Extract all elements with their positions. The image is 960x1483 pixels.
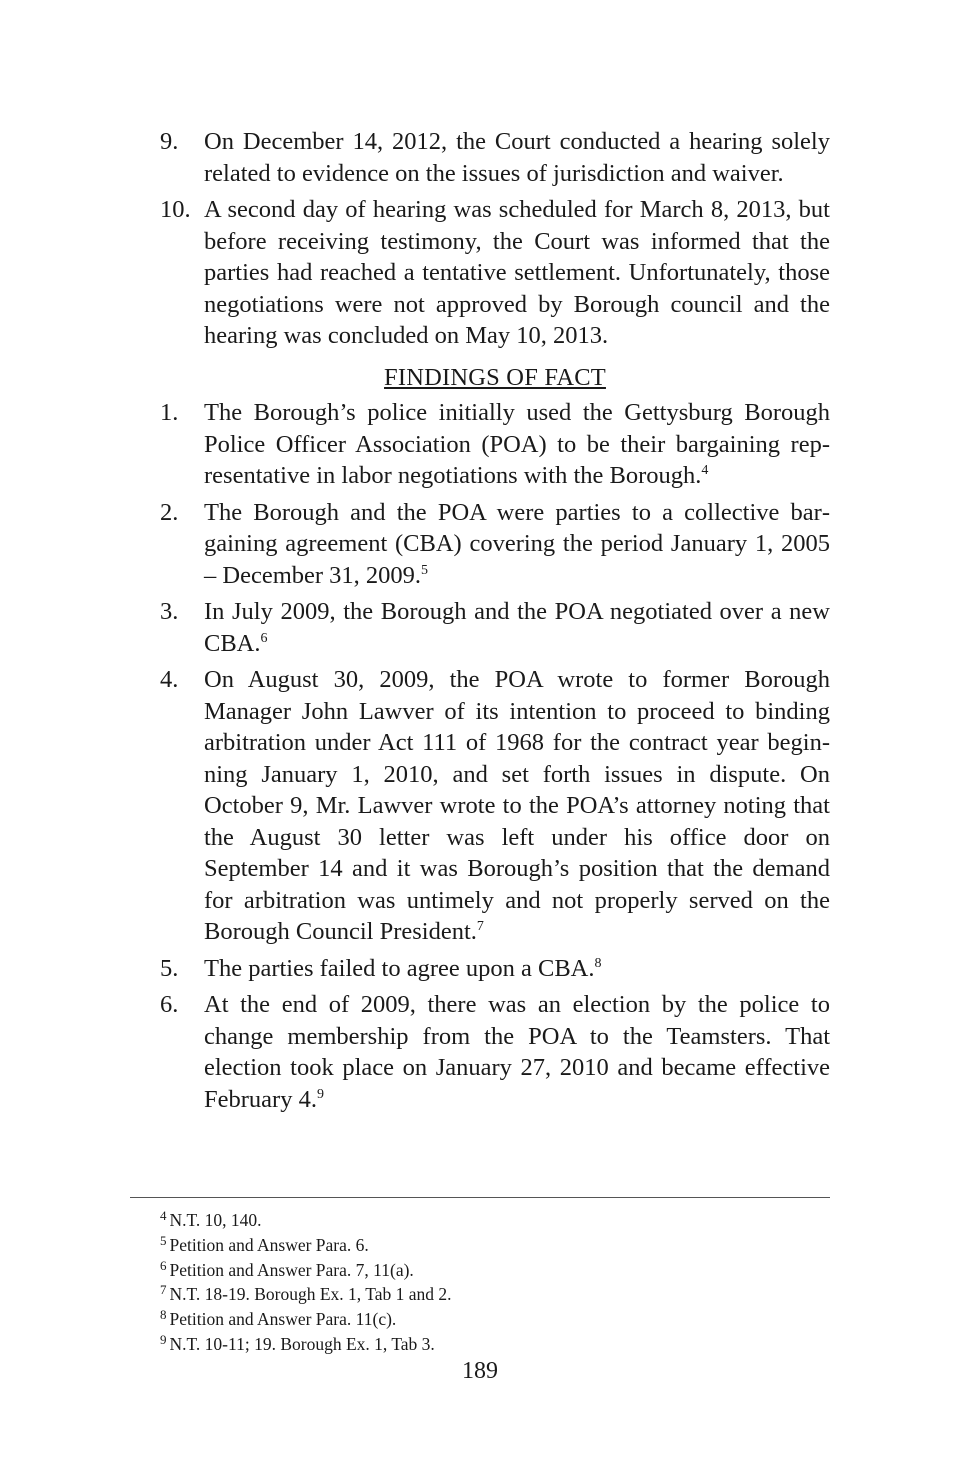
footnote-number: 7 [160,1282,167,1298]
item-text-body: The parties failed to agree upon a CBA. [204,954,595,982]
item-text: A second day of hearing was scheduled for March 8, 2013, but before receiving testimony, the Court was informed that the parties had reached a tentative settlement. Unfortunately, those negotiations were not approved by Borough council and the hearing was concluded on May 10, 2013. [204,196,830,349]
footnote-text: N.T. 10, 140. [169,1210,262,1230]
item-text [204,989,830,1115]
main-text [160,126,830,1120]
item-number: 3. [160,598,179,625]
footnotes [160,1208,820,1357]
footnote-number: 8 [160,1307,167,1323]
item-text [204,596,830,659]
footnote-8 [160,1307,820,1332]
footnote-text: N.T. 18-19. Borough Ex. 1, Tab 1 and 2. [169,1284,452,1305]
footnote-5 [160,1233,820,1258]
item-text [204,397,830,492]
item-text [204,664,830,948]
item-text-body: At the end of 2009, there was an election by the police to change membership from the POA to the Teamsters. That election took place on January 27, 2010 and became effective February 4. [204,991,830,1113]
footnote-number: 6 [160,1257,167,1273]
footnote-ref: 7 [476,919,484,934]
item-number: 1. [160,399,179,426]
item-text [204,953,830,985]
footnote-4 [160,1208,820,1233]
footnote-9 [160,1332,820,1357]
footnote-text: Petition and Answer Para. 7, 11(a). [169,1259,414,1280]
footnote-ref: 9 [316,1086,324,1102]
procedural-item-9 [160,126,830,189]
item-text-body: The Borough and the POA were parties to a collective bargaining agreement (CBA) covering the period January 1, 2005 – December 31, 2009. [204,498,830,589]
item-number: 2. [160,498,179,526]
item-text-body: The Borough’s police initially used the Gettysburg Borough Police Officer Association (POA) to be their bargaining representative in labor negotiations with the Borough. [204,399,830,489]
footnote-7 [160,1282,820,1307]
footnote-ref: 5 [421,562,429,578]
footnote-ref: 6 [260,630,268,646]
item-number: 6. [160,991,179,1018]
item-number: 9. [160,128,179,155]
footnote-number: 4 [160,1208,167,1223]
item-text-body: On August 30, 2009, the POA wrote to former Borough Manager John Lawver of its intention to proceed to binding arbitration under Act 111 of 1968 for the contract year beginning January 1, 2010, and set forth issues in dispute. On October 9, Mr. Lawver wrote to the POA’s attorney noting that the August 30 letter was left under his office door on September 14 and it was Borough’s position that the demand for arbitration was untimely and not properly served on the Borough Council President. [204,666,830,945]
item-text-body: In July 2009, the Borough and the POA negotiated over a new CBA. [204,598,830,657]
footnote-6 [160,1258,820,1283]
finding-item-4 [160,664,830,948]
item-text: On December 14, 2012, the Court conducted a hearing solely related to evidence on the issues of jurisdiction and waiver. [204,128,830,187]
footnote-divider [130,1197,830,1198]
page-number: 189 [462,1358,498,1384]
findings-of-fact-heading: FINDINGS OF FACT [384,363,606,391]
footnote-text: N.T. 10-11; 19. Borough Ex. 1, Tab 3. [169,1333,435,1354]
finding-item-1 [160,397,830,492]
footnote-ref: 4 [701,463,709,478]
finding-item-3 [160,596,830,659]
item-number: 5. [160,954,179,982]
finding-item-6 [160,989,830,1115]
finding-item-2 [160,497,830,592]
footnote-text: Petition and Answer Para. 6. [169,1234,369,1255]
procedural-item-10 [160,194,830,352]
footnote-number: 5 [160,1232,167,1248]
item-text [204,497,830,592]
item-number: 10. [160,196,191,223]
footnote-text: Petition and Answer Para. 11(c). [169,1309,397,1330]
finding-item-5 [160,953,830,985]
item-number: 4. [160,666,179,693]
footnote-ref: 8 [594,955,602,971]
footnote-number: 9 [160,1331,167,1347]
